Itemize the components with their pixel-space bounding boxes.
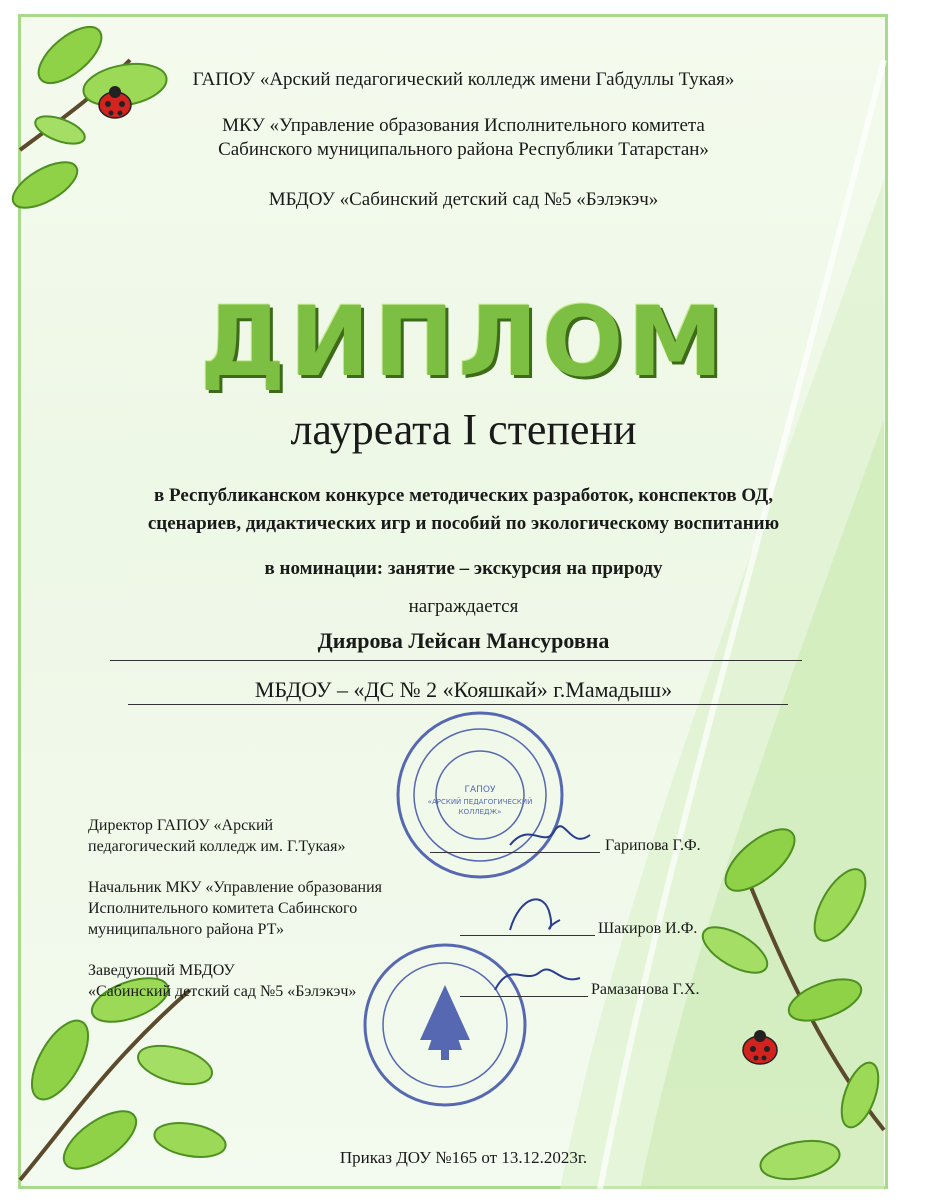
signer-name-mku: Шакиров И.Ф.	[598, 920, 698, 937]
leaf-icon	[134, 1039, 216, 1092]
signer-title-line: Заведующий МБДОУ	[88, 962, 235, 979]
signature-line	[460, 996, 588, 997]
diploma-title: ДИПЛОМ	[199, 286, 728, 398]
college-name: ГАПОУ «Арский педагогический колледж имени Габдуллы Тукая»	[192, 69, 735, 90]
order-number: Приказ ДОУ №165 от 13.12.2023г.	[339, 1148, 588, 1167]
signer-title-director	[88, 815, 345, 857]
signer-title-line: муниципального района РТ»	[88, 921, 284, 938]
signer-name-director: Гарипова Г.Ф.	[605, 837, 701, 854]
nomination: в номинации: занятие – экскурсия на природу	[264, 558, 663, 579]
seal-stamp-kindergarten	[365, 945, 525, 1105]
signature-mark	[495, 969, 580, 990]
contest-line1: в Республиканском конкурсе методических разработок, конспектов ОД,	[153, 485, 773, 506]
mku-name-line2: Сабинского муниципального района Республики Татарстан»	[218, 139, 709, 160]
signature-line	[460, 935, 595, 936]
contest-line2: сценариев, дидактических игр и пособий по экологическому воспитанию	[147, 513, 780, 534]
recipient-name-underline	[110, 660, 802, 661]
recipient-name: Диярова Лейсан Мансуровна	[317, 628, 610, 653]
mku-name-line1: МКУ «Управление образования Исполнительного комитета	[222, 115, 705, 136]
svg-text:«АРСКИЙ ПЕДАГОГИЧЕСКИЙ: «АРСКИЙ ПЕДАГОГИЧЕСКИЙ	[427, 798, 533, 806]
signer-title-line: педагогический колледж им. Г.Тукая»	[88, 838, 346, 855]
svg-text:КОЛЛЕДЖ»: КОЛЛЕДЖ»	[458, 808, 502, 816]
signature-mark	[510, 899, 560, 930]
signer-title-line: «Сабинский детский сад №5 «Бэлэкэч»	[88, 983, 357, 1000]
signer-title-head	[88, 960, 356, 1002]
signer-title-mku	[88, 877, 382, 940]
signature-mark	[510, 826, 590, 845]
signature-line	[430, 852, 600, 853]
recipient-organization-underline	[128, 704, 788, 705]
signer-title-line: Начальник МКУ «Управление образования	[88, 879, 383, 896]
diploma-subtitle: лауреата I степени	[290, 405, 637, 454]
awarded-label: награждается	[408, 596, 519, 617]
signer-title-line: Директор ГАПОУ «Арский	[88, 817, 274, 834]
signer-title-line: Исполнительного комитета Сабинского	[88, 900, 358, 917]
svg-text:ГАПОУ: ГАПОУ	[464, 785, 496, 795]
kindergarten-name: МБДОУ «Сабинский детский сад №5 «Бэлэкэч»	[268, 189, 659, 210]
signer-name-head: Рамазанова Г.Х.	[591, 981, 700, 998]
recipient-organization: МБДОУ – «ДС № 2 «Кояшкай» г.Мамадыш»	[254, 677, 673, 702]
